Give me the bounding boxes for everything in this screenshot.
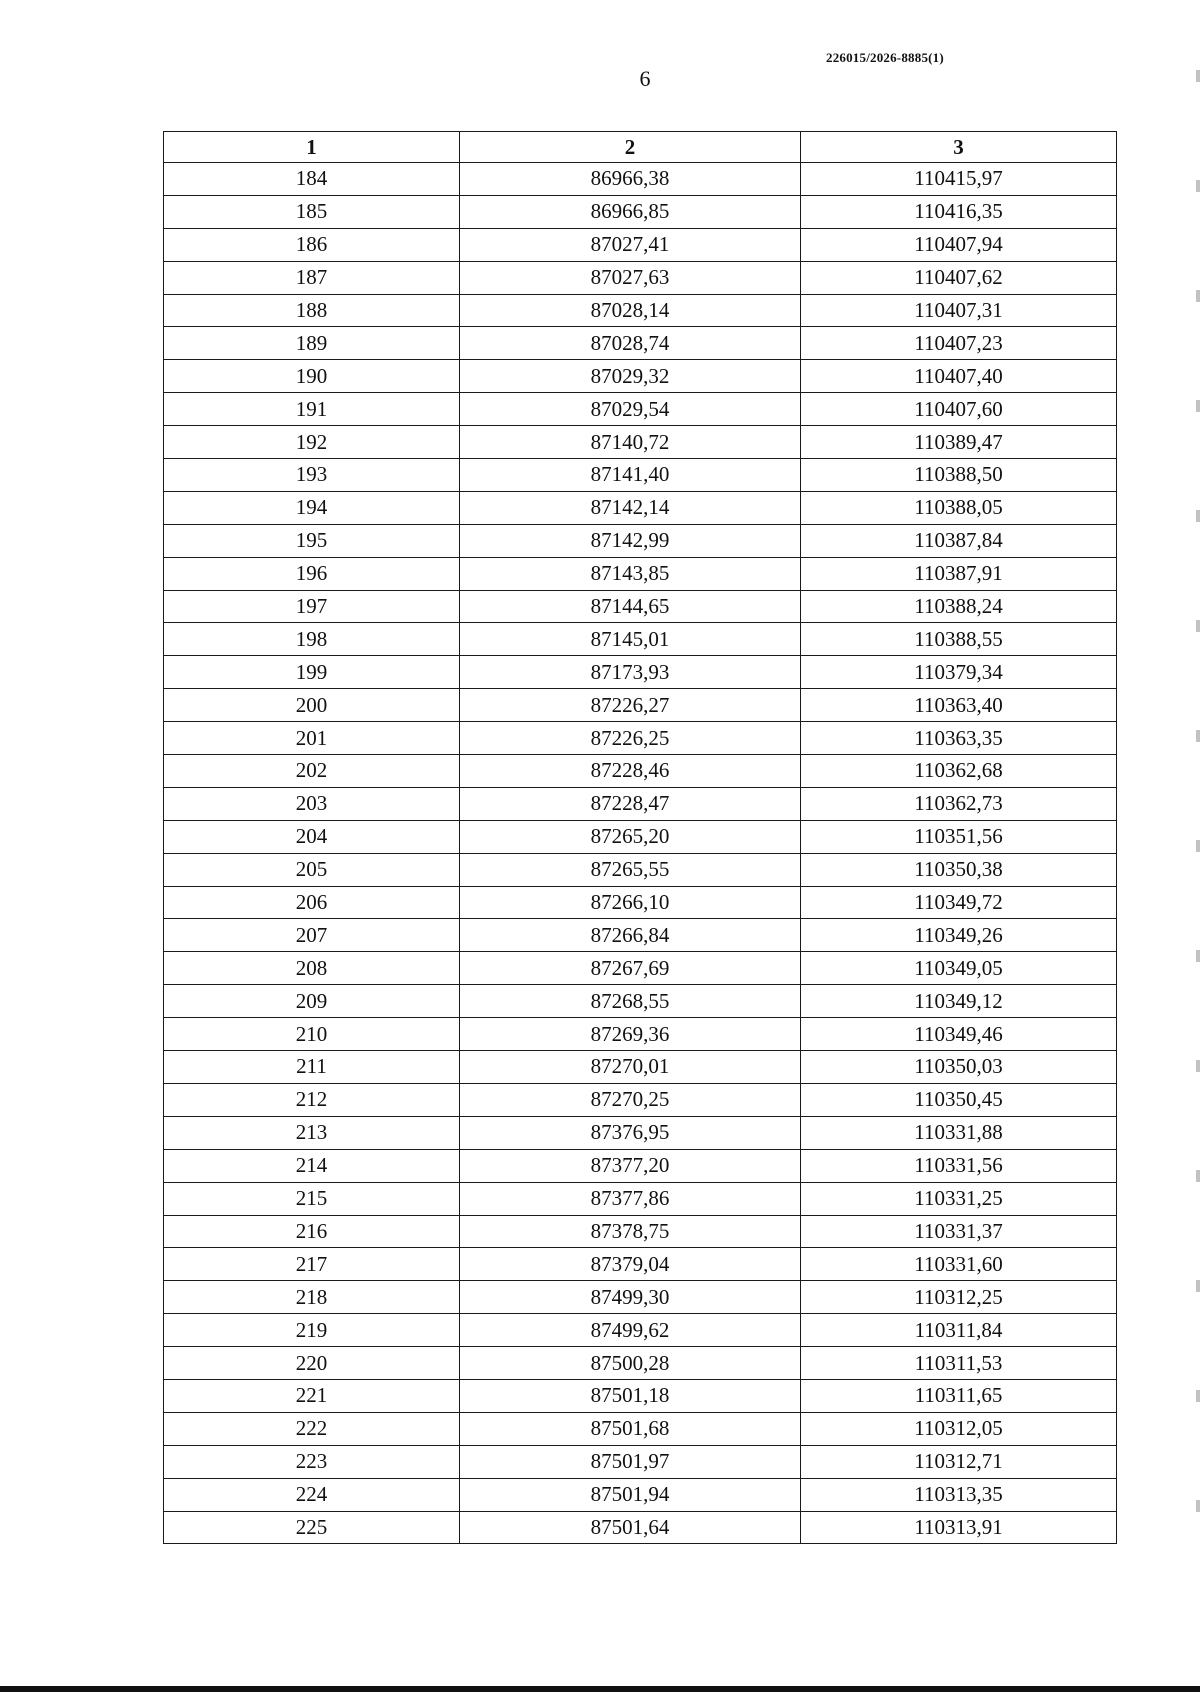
page-number: 6 xyxy=(639,66,651,91)
table-cell-col-3: 110311,84 xyxy=(801,1314,1117,1347)
table-row xyxy=(164,1314,1117,1347)
table-cell-col-1: 223 xyxy=(164,1445,460,1478)
table-row xyxy=(164,360,1117,393)
table-cell-col-2: 87377,86 xyxy=(460,1182,801,1215)
table-cell-col-1: 193 xyxy=(164,459,460,492)
table-cell-col-3: 110363,40 xyxy=(801,689,1117,722)
table-row xyxy=(164,886,1117,919)
table-cell-col-2: 87027,63 xyxy=(460,261,801,294)
table-row xyxy=(164,853,1117,886)
table-row xyxy=(164,1347,1117,1380)
table-cell-col-2: 87499,62 xyxy=(460,1314,801,1347)
table-cell-col-1: 220 xyxy=(164,1347,460,1380)
table-cell-col-1: 221 xyxy=(164,1379,460,1412)
table-cell-col-2: 87142,14 xyxy=(460,491,801,524)
table-row xyxy=(164,1149,1117,1182)
table-cell-col-3: 110331,56 xyxy=(801,1149,1117,1182)
table-cell-col-3: 110407,94 xyxy=(801,228,1117,261)
table-cell-col-2: 87501,97 xyxy=(460,1445,801,1478)
table-cell-col-3: 110362,73 xyxy=(801,787,1117,820)
table-cell-col-2: 87501,94 xyxy=(460,1478,801,1511)
table-cell-col-2: 87379,04 xyxy=(460,1248,801,1281)
table-cell-col-2: 87501,68 xyxy=(460,1412,801,1445)
table-row xyxy=(164,426,1117,459)
table-cell-col-2: 87377,20 xyxy=(460,1149,801,1182)
table-cell-col-3: 110349,05 xyxy=(801,952,1117,985)
table-cell-col-3: 110350,03 xyxy=(801,1051,1117,1084)
table-row xyxy=(164,1018,1117,1051)
table-cell-col-2: 87270,25 xyxy=(460,1083,801,1116)
table-cell-col-2: 87140,72 xyxy=(460,426,801,459)
table-cell-col-3: 110388,50 xyxy=(801,459,1117,492)
column-header-2: 2 xyxy=(460,132,801,163)
table-cell-col-1: 185 xyxy=(164,195,460,228)
table-cell-col-2: 86966,85 xyxy=(460,195,801,228)
table-cell-col-2: 87027,41 xyxy=(460,228,801,261)
table-cell-col-3: 110387,84 xyxy=(801,524,1117,557)
table-cell-col-1: 202 xyxy=(164,755,460,788)
document-code: 226015/2026-8885(1) xyxy=(826,50,944,65)
table-cell-col-2: 87028,74 xyxy=(460,327,801,360)
table-cell-col-3: 110388,24 xyxy=(801,590,1117,623)
table-cell-col-3: 110407,40 xyxy=(801,360,1117,393)
table-row xyxy=(164,393,1117,426)
table-cell-col-2: 87265,55 xyxy=(460,853,801,886)
table-row xyxy=(164,985,1117,1018)
table-cell-col-2: 87378,75 xyxy=(460,1215,801,1248)
table-cell-col-1: 190 xyxy=(164,360,460,393)
table-cell-col-1: 192 xyxy=(164,426,460,459)
table-row xyxy=(164,952,1117,985)
table-row xyxy=(164,820,1117,853)
table-row xyxy=(164,787,1117,820)
table-cell-col-1: 205 xyxy=(164,853,460,886)
table-cell-col-1: 197 xyxy=(164,590,460,623)
table-cell-col-2: 87029,32 xyxy=(460,360,801,393)
table-cell-col-2: 87145,01 xyxy=(460,623,801,656)
table-row xyxy=(164,491,1117,524)
table-cell-col-3: 110415,97 xyxy=(801,163,1117,196)
table-cell-col-3: 110312,25 xyxy=(801,1281,1117,1314)
table-cell-col-1: 186 xyxy=(164,228,460,261)
table-cell-col-2: 87270,01 xyxy=(460,1051,801,1084)
table-row xyxy=(164,261,1117,294)
table-cell-col-2: 87501,64 xyxy=(460,1511,801,1544)
table-cell-col-3: 110407,31 xyxy=(801,294,1117,327)
table-cell-col-3: 110331,88 xyxy=(801,1116,1117,1149)
table-cell-col-2: 87226,27 xyxy=(460,689,801,722)
table-cell-col-2: 87268,55 xyxy=(460,985,801,1018)
table-cell-col-1: 204 xyxy=(164,820,460,853)
table-cell-col-1: 196 xyxy=(164,557,460,590)
table-cell-col-2: 87376,95 xyxy=(460,1116,801,1149)
table-cell-col-1: 203 xyxy=(164,787,460,820)
table-cell-col-3: 110388,05 xyxy=(801,491,1117,524)
table-cell-col-2: 87141,40 xyxy=(460,459,801,492)
table-cell-col-2: 87501,18 xyxy=(460,1379,801,1412)
table-row xyxy=(164,557,1117,590)
table-cell-col-2: 87143,85 xyxy=(460,557,801,590)
table-cell-col-2: 87500,28 xyxy=(460,1347,801,1380)
table-cell-col-2: 86966,38 xyxy=(460,163,801,196)
table-cell-col-3: 110388,55 xyxy=(801,623,1117,656)
table-cell-col-1: 210 xyxy=(164,1018,460,1051)
table-row xyxy=(164,656,1117,689)
table-cell-col-3: 110362,68 xyxy=(801,755,1117,788)
table-cell-col-1: 201 xyxy=(164,722,460,755)
table-cell-col-1: 199 xyxy=(164,656,460,689)
table-header-row xyxy=(164,132,1117,163)
table-cell-col-1: 198 xyxy=(164,623,460,656)
table-cell-col-2: 87144,65 xyxy=(460,590,801,623)
table-cell-col-3: 110313,91 xyxy=(801,1511,1117,1544)
scan-edge-marks xyxy=(1196,30,1200,1530)
table-cell-col-1: 208 xyxy=(164,952,460,985)
table-cell-col-1: 225 xyxy=(164,1511,460,1544)
table-cell-col-3: 110349,72 xyxy=(801,886,1117,919)
table-cell-col-3: 110407,23 xyxy=(801,327,1117,360)
table-cell-col-1: 195 xyxy=(164,524,460,557)
table-row xyxy=(164,1379,1117,1412)
table-row xyxy=(164,294,1117,327)
column-header-1: 1 xyxy=(164,132,460,163)
table-cell-col-1: 217 xyxy=(164,1248,460,1281)
table-row xyxy=(164,1215,1117,1248)
table-cell-col-1: 194 xyxy=(164,491,460,524)
table-row xyxy=(164,1281,1117,1314)
table-row xyxy=(164,590,1117,623)
table-cell-col-3: 110331,37 xyxy=(801,1215,1117,1248)
table-cell-col-1: 189 xyxy=(164,327,460,360)
table-row xyxy=(164,689,1117,722)
table-cell-col-1: 187 xyxy=(164,261,460,294)
table-cell-col-3: 110350,38 xyxy=(801,853,1117,886)
table-row xyxy=(164,327,1117,360)
table-cell-col-1: 191 xyxy=(164,393,460,426)
table-cell-col-3: 110312,71 xyxy=(801,1445,1117,1478)
table-cell-col-2: 87142,99 xyxy=(460,524,801,557)
table-body xyxy=(164,163,1117,1544)
table-cell-col-1: 188 xyxy=(164,294,460,327)
table-cell-col-3: 110407,60 xyxy=(801,393,1117,426)
table-cell-col-1: 216 xyxy=(164,1215,460,1248)
table-row xyxy=(164,1445,1117,1478)
bottom-edge-rule xyxy=(0,1686,1200,1692)
table-row xyxy=(164,524,1117,557)
table-cell-col-2: 87266,10 xyxy=(460,886,801,919)
table-cell-col-2: 87228,47 xyxy=(460,787,801,820)
table-row xyxy=(164,1182,1117,1215)
table-cell-col-3: 110311,65 xyxy=(801,1379,1117,1412)
table-cell-col-1: 212 xyxy=(164,1083,460,1116)
table-cell-col-3: 110416,35 xyxy=(801,195,1117,228)
table-cell-col-3: 110387,91 xyxy=(801,557,1117,590)
table-cell-col-1: 184 xyxy=(164,163,460,196)
table-cell-col-3: 110349,12 xyxy=(801,985,1117,1018)
table-cell-col-1: 211 xyxy=(164,1051,460,1084)
table-cell-col-1: 218 xyxy=(164,1281,460,1314)
table-cell-col-2: 87028,14 xyxy=(460,294,801,327)
table-cell-col-1: 200 xyxy=(164,689,460,722)
table-row xyxy=(164,722,1117,755)
table-row xyxy=(164,163,1117,196)
table-cell-col-3: 110407,62 xyxy=(801,261,1117,294)
table-cell-col-2: 87266,84 xyxy=(460,919,801,952)
table-cell-col-3: 110389,47 xyxy=(801,426,1117,459)
table-cell-col-1: 222 xyxy=(164,1412,460,1445)
table-row xyxy=(164,228,1117,261)
table-cell-col-3: 110379,34 xyxy=(801,656,1117,689)
table-row xyxy=(164,1248,1117,1281)
table-row xyxy=(164,195,1117,228)
table-row xyxy=(164,1116,1117,1149)
column-header-3: 3 xyxy=(801,132,1117,163)
table-row xyxy=(164,1083,1117,1116)
table-cell-col-2: 87173,93 xyxy=(460,656,801,689)
table-cell-col-1: 219 xyxy=(164,1314,460,1347)
table-cell-col-3: 110311,53 xyxy=(801,1347,1117,1380)
table-cell-col-2: 87226,25 xyxy=(460,722,801,755)
table-cell-col-2: 87029,54 xyxy=(460,393,801,426)
table-cell-col-3: 110331,60 xyxy=(801,1248,1117,1281)
table-row xyxy=(164,755,1117,788)
table-cell-col-3: 110312,05 xyxy=(801,1412,1117,1445)
table-cell-col-2: 87228,46 xyxy=(460,755,801,788)
table-cell-col-3: 110350,45 xyxy=(801,1083,1117,1116)
table-cell-col-1: 215 xyxy=(164,1182,460,1215)
table-cell-col-2: 87269,36 xyxy=(460,1018,801,1051)
table-row xyxy=(164,623,1117,656)
table-cell-col-1: 213 xyxy=(164,1116,460,1149)
table-cell-col-3: 110331,25 xyxy=(801,1182,1117,1215)
table-cell-col-2: 87267,69 xyxy=(460,952,801,985)
table-cell-col-3: 110363,35 xyxy=(801,722,1117,755)
table-cell-col-2: 87265,20 xyxy=(460,820,801,853)
table-cell-col-3: 110349,26 xyxy=(801,919,1117,952)
table-row xyxy=(164,1051,1117,1084)
table-row xyxy=(164,1478,1117,1511)
table-cell-col-1: 206 xyxy=(164,886,460,919)
table-cell-col-3: 110349,46 xyxy=(801,1018,1117,1051)
table-cell-col-1: 209 xyxy=(164,985,460,1018)
table-row xyxy=(164,919,1117,952)
coordinates-table xyxy=(163,131,1117,1544)
table-row xyxy=(164,1511,1117,1544)
table-cell-col-3: 110351,56 xyxy=(801,820,1117,853)
table-cell-col-2: 87499,30 xyxy=(460,1281,801,1314)
table-cell-col-1: 224 xyxy=(164,1478,460,1511)
table-cell-col-3: 110313,35 xyxy=(801,1478,1117,1511)
table-cell-col-1: 207 xyxy=(164,919,460,952)
table-row xyxy=(164,459,1117,492)
table-cell-col-1: 214 xyxy=(164,1149,460,1182)
table-row xyxy=(164,1412,1117,1445)
